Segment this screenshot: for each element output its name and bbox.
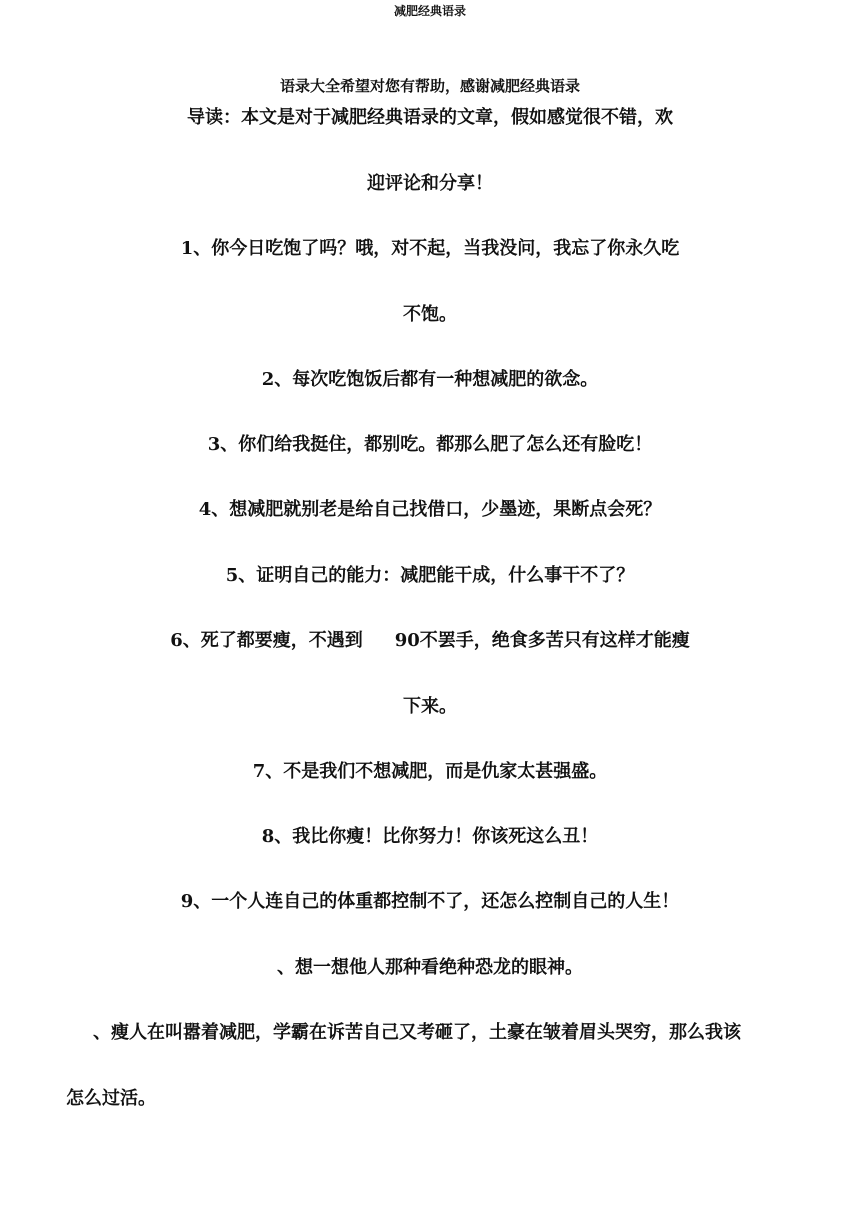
quote-10: 、想一想他人那种看绝种恐龙的眼神。 bbox=[277, 957, 583, 978]
document-subtitle: 语录大全希望对您有帮助，感谢减肥经典语录 bbox=[279, 77, 580, 95]
quote-6-line-1 bbox=[0, 630, 860, 652]
quote-2: 2、每次吃饱饭后都有一种想减肥的欲念。 bbox=[261, 369, 599, 390]
intro-line-1: 导读：本文是对于减肥经典语录的文章，假如感觉很不错，欢 bbox=[187, 107, 673, 128]
quote-3: 3、你们给我挺住，都别吃。都那么肥了怎么还有脸吃！ bbox=[207, 434, 653, 455]
quote-5: 5、证明自己的能力：减肥能干成，什么事干不了？ bbox=[225, 565, 635, 586]
quote-7: 7、不是我们不想减肥，而是仇家太甚强盛。 bbox=[252, 761, 608, 782]
quote-8: 8、我比你瘦！比你努力！你该死这么丑！ bbox=[261, 826, 599, 847]
quote-6-line-2: 下来。 bbox=[403, 696, 457, 717]
page-header-title: 减肥经典语录 bbox=[393, 4, 466, 18]
quote-1-line-1: 1、你今日吃饱了吗？哦，对不起，当我没问，我忘了你永久吃 bbox=[180, 238, 680, 259]
quote-6-part-2: 90不罢手，绝食多苦只有这样才能瘦 bbox=[394, 630, 690, 651]
quote-1-line-2: 不饱。 bbox=[403, 304, 457, 325]
quote-6-part-1: 6、死了都要瘦，不遇到 bbox=[170, 630, 363, 651]
quote-4: 4、想减肥就别老是给自己找借口，少墨迹，果断点会死？ bbox=[198, 499, 662, 520]
quote-11-line-1: 、瘦人在叫嚣着减肥，学霸在诉苦自己又考砸了，土豪在皱着眉头哭穷，那么我该 bbox=[93, 1022, 741, 1043]
intro-line-2: 迎评论和分享！ bbox=[367, 173, 493, 194]
quote-11-line-2: 怎么过活。 bbox=[66, 1088, 156, 1109]
quote-9: 9、一个人连自己的体重都控制不了，还怎么控制自己的人生！ bbox=[180, 891, 680, 912]
